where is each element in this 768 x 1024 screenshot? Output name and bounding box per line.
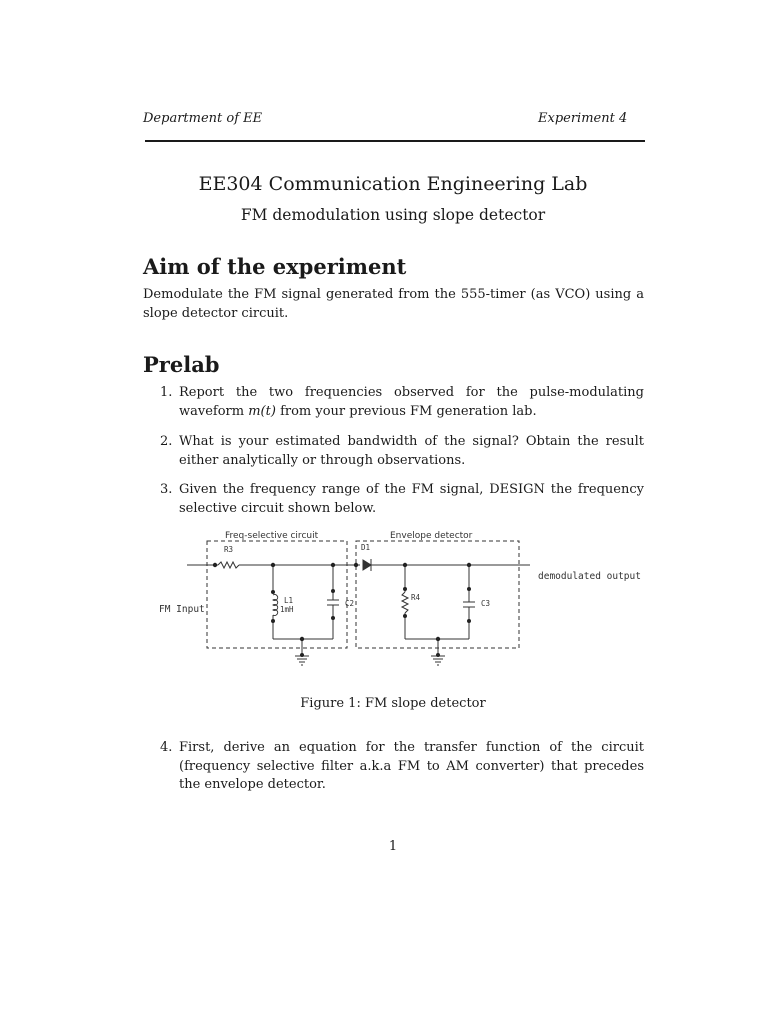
envelope-detector-box	[356, 541, 519, 648]
c3-label: C3	[481, 599, 491, 608]
item-number: 1.	[160, 385, 173, 400]
d1-label: D1	[361, 543, 371, 552]
math-expression: m(t)	[248, 403, 276, 419]
freq-selective-box	[207, 541, 347, 648]
document-title: EE304 Communication Engineering Lab	[198, 173, 588, 195]
item-text-part: from your previous FM generation lab.	[275, 403, 537, 419]
demodulated-output-label: demodulated output	[538, 571, 641, 582]
r4-label: R4	[411, 593, 421, 602]
l1-label: L1	[284, 596, 294, 605]
aim-text: Demodulate the FM signal generated from the 555-timer (as VCO) using a slope detector circuit.	[143, 287, 644, 321]
figure-caption: Figure 1: FM slope detector	[300, 696, 486, 711]
item-number: 3.	[160, 482, 173, 497]
item-text: What is your estimated bandwidth of the signal? Obtain the result either analytically or through observations.	[179, 434, 644, 468]
header-experiment: Experiment 4	[538, 111, 628, 126]
prelab-heading: Prelab	[143, 352, 220, 377]
item-text-part: Report the two frequencies observed for the pulse-modulating waveform	[179, 385, 644, 419]
l1-value-label: 1mH	[280, 605, 294, 614]
item-number: 2.	[160, 434, 173, 449]
r3-label: R3	[224, 545, 234, 554]
c2-label: C2	[345, 599, 355, 608]
fm-input-label: FM Input	[159, 604, 205, 615]
header-department: Department of EE	[143, 111, 263, 126]
freq-selective-label: Freq-selective circuit	[225, 531, 319, 541]
item-text: First, derive an equation for the transfer function of the circuit (frequency selective filter a.k.a FM to AM converter) that precedes the envelope detector.	[179, 740, 644, 792]
item-number: 4.	[160, 740, 173, 755]
prelab-item	[143, 739, 644, 795]
envelope-detector-label: Envelope detector	[390, 531, 473, 541]
item-text: Given the frequency range of the FM signal, DESIGN the frequency selective circuit shown below.	[179, 482, 644, 516]
page-number: 1	[388, 839, 398, 854]
document-subtitle: FM demodulation using slope detector	[240, 206, 546, 224]
aim-heading: Aim of the experiment	[143, 254, 407, 279]
